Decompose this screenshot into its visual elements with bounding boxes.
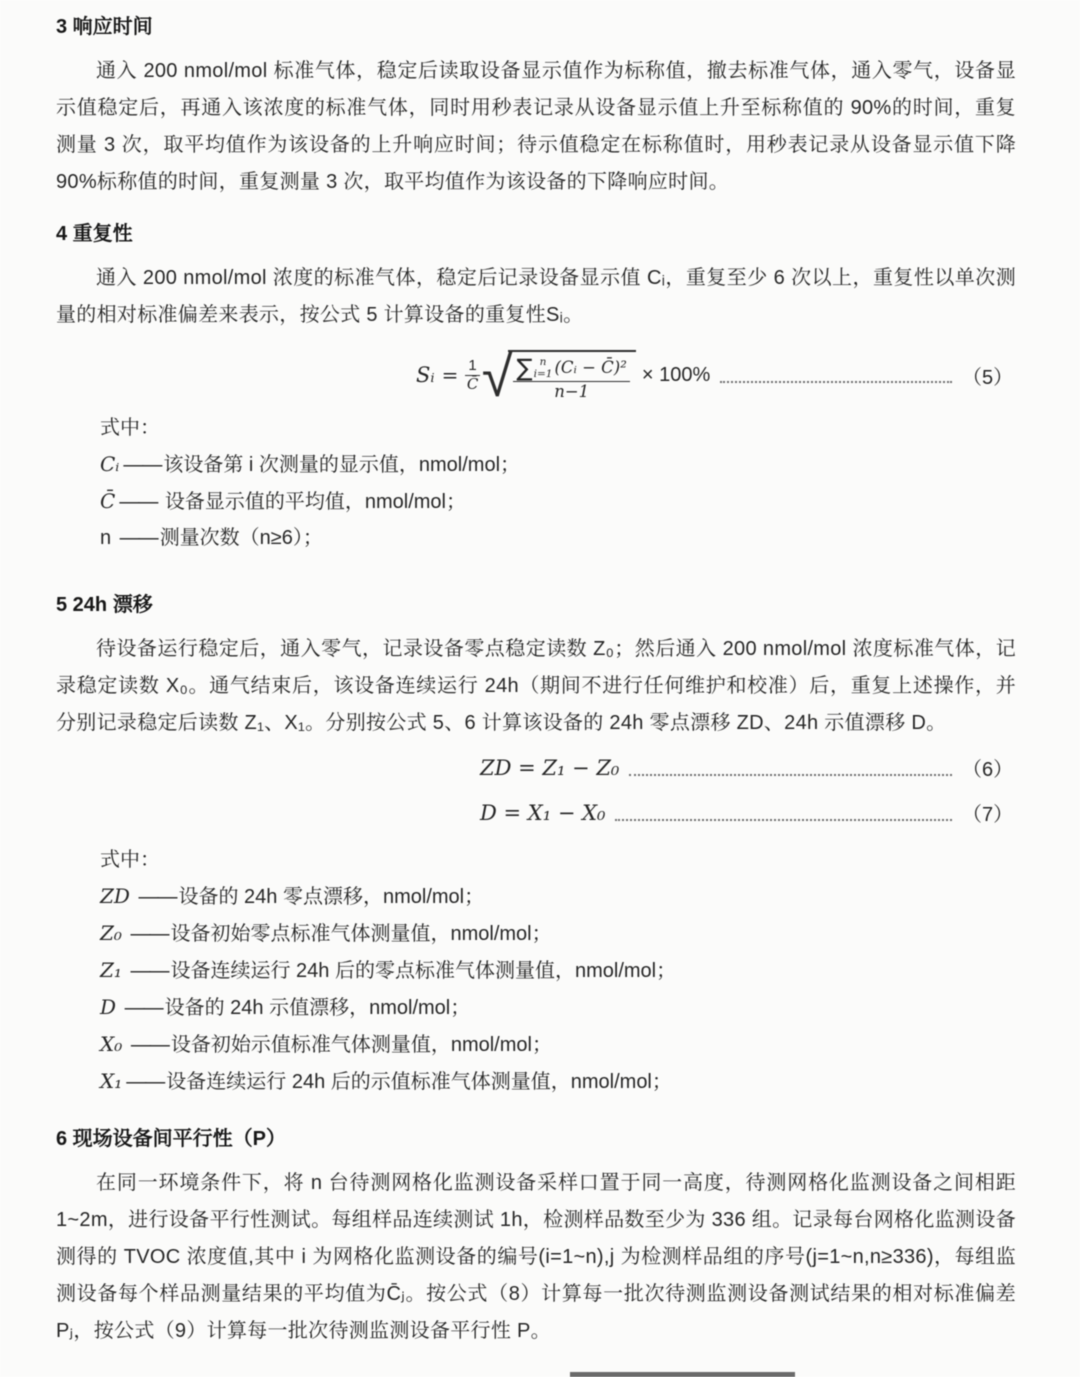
definition-text: 设备连续运行 24h 后的示值标准气体测量值，nmol/mol； xyxy=(166,1071,672,1094)
section-24h-drift xyxy=(56,592,1016,1100)
section-response-time xyxy=(56,14,1016,201)
radicand-denominator: n−1 xyxy=(554,382,590,402)
section-6-paragraph: 在同一环境条件下，将 n 台待测网格化监测设备采样口置于同一高度，待测网格化监测设备之间相距 1~2m，进行设备平行性测试。每组样品连续测试 1h，检测样品数至少为 336 组。记录每台网格化监测设备测得的 TVOC 浓度值,其中 i 为网格化监测设备的编号(i=1~n),j 为检测样品组的序号(j=1~n,n≥336)，每组监测设备每个样品测量结果的平均值为C̄ⱼ。按公式（8）计算每一批次待测监测设备测试结果的相对标准偏差Pⱼ，按公式（9）计算每一批次待测监测设备平行性 P。 xyxy=(56,1172,1016,1343)
dash: —— xyxy=(126,1034,169,1057)
formula-5 xyxy=(56,344,1016,410)
dash: —— xyxy=(120,997,163,1020)
symbol: D xyxy=(100,995,117,1020)
definition-text: 设备的 24h 零点漂移，nmol/mol； xyxy=(178,886,485,909)
dotted-leader xyxy=(629,774,952,776)
dash: —— xyxy=(115,527,158,550)
formula-6-expression: ZD = Z₁ − Z₀ xyxy=(480,755,620,780)
definition-row xyxy=(100,989,1016,1026)
definition-text: 设备连续运行 24h 后的零点标准气体测量值，nmol/mol； xyxy=(170,960,677,983)
formula-5-number: （5） xyxy=(962,366,1014,389)
coefficient-fraction: $\frac{1}{C̄}$ xyxy=(466,356,479,393)
times-100-percent: × 100% xyxy=(641,363,711,386)
radical-sign-icon: √ xyxy=(481,344,513,410)
formula-8-partial-bar xyxy=(570,1372,795,1377)
symbol: Cᵢ xyxy=(100,452,120,477)
dotted-leader xyxy=(720,381,952,383)
definition-row xyxy=(100,878,1016,915)
formula-6 xyxy=(56,748,1016,787)
definition-text: 设备初始零点标准气体测量值，nmol/mol； xyxy=(170,923,552,946)
definition-row xyxy=(100,520,1016,556)
formula-6-7-definitions xyxy=(56,878,1016,1100)
section-repeatability xyxy=(56,221,1016,556)
dash: —— xyxy=(123,454,162,477)
summation-lower-limit: i=1 xyxy=(533,368,553,381)
where-label: 式中： xyxy=(100,417,160,440)
section-3-paragraph: 通入 200 nmol/mol 标准气体，稳定后读取设备显示值作为标称值，撤去标准气体，通入零气，设备显示值稳定后，再通入该浓度的标准气体，同时用秒表记录从设备显示值上升至标称值的 90%的时间，重复测量 3 次，取平均值作为该设备的上升响应时间；待示值稳定在标称值时，用秒表记录从设备显示值下降 90%标称值的时间，重复测量 3 次，取平均值作为该设备的下降响应时间。 xyxy=(56,60,1016,193)
formula-7-expression: D = X₁ − X₀ xyxy=(480,800,606,825)
definition-text: 设备初始示值标准气体测量值，nmol/mol； xyxy=(170,1034,552,1057)
definition-text: 设备显示值的平均值，nmol/mol； xyxy=(159,491,467,514)
section-5-paragraph: 待设备运行稳定后，通入零气，记录设备零点稳定读数 Z₀；然后通入 200 nmol/mol 浓度标准气体，记录稳定读数 X₀。通气结束后，该设备连续运行 24h（期间不进行任何维护和校准）后，重复上述操作，并分别记录稳定后读数 Z₁、X₁。分别按公式 5、6 计算该设备的 24h 零点漂移 ZD、24h 示值漂移 D。 xyxy=(56,638,1016,735)
definition-text: 设备的 24h 示值漂移，nmol/mol； xyxy=(164,997,471,1020)
dotted-leader xyxy=(615,819,952,821)
summation-upper-limit: n xyxy=(539,356,547,368)
dash: —— xyxy=(125,960,169,983)
definition-row xyxy=(100,1026,1016,1063)
formula-5-lhs: Sᵢ xyxy=(416,363,435,388)
summation-symbol: ∑ n i=1 xyxy=(516,354,553,383)
where-label: 式中： xyxy=(100,849,160,872)
section-4-paragraph: 通入 200 nmol/mol 浓度的标准气体，稳定后记录设备显示值 Cᵢ，重复至少 6 次以上，重复性以单次测量的相对标准偏差来表示，按公式 5 计算设备的重复性Sᵢ。 xyxy=(56,267,1016,326)
symbol: ZD xyxy=(100,884,130,909)
dash: —— xyxy=(119,491,158,514)
section-6-heading: 6 现场设备间平行性（P） xyxy=(56,1128,287,1151)
definition-row xyxy=(100,915,1016,952)
section-parallelism xyxy=(56,1126,1016,1350)
symbol: n xyxy=(100,527,112,550)
summand-expression: (Cᵢ − C̄)² xyxy=(554,358,627,378)
dash: —— xyxy=(133,886,177,909)
symbol: X₀ xyxy=(100,1032,123,1057)
symbol: X₁ xyxy=(100,1069,123,1094)
equals-sign: = xyxy=(441,363,459,388)
definition-row xyxy=(100,1063,1016,1100)
symbol: C̄ xyxy=(100,489,116,514)
formula-6-number: （6） xyxy=(962,759,1014,782)
definition-row xyxy=(100,952,1016,989)
section-3-heading: 3 响应时间 xyxy=(56,16,153,38)
formula-5-definitions xyxy=(56,446,1016,556)
definition-text: 该设备第 i 次测量的显示值，nmol/mol； xyxy=(163,454,521,477)
definition-row xyxy=(100,483,1016,520)
definition-text: 测量次数（n≥6）； xyxy=(159,527,323,550)
dash: —— xyxy=(126,1071,165,1094)
square-root xyxy=(481,344,636,410)
section-4-heading: 4 重复性 xyxy=(56,223,133,245)
dash: —— xyxy=(125,923,169,946)
symbol: Z₀ xyxy=(100,921,122,946)
section-5-heading: 5 24h 漂移 xyxy=(56,594,153,617)
formula-7-number: （7） xyxy=(962,804,1014,827)
symbol: Z₁ xyxy=(100,958,122,983)
formula-7 xyxy=(56,793,1016,832)
definition-row xyxy=(100,446,1016,483)
radicand-fraction xyxy=(513,356,629,400)
formula-5-expression xyxy=(416,344,711,410)
